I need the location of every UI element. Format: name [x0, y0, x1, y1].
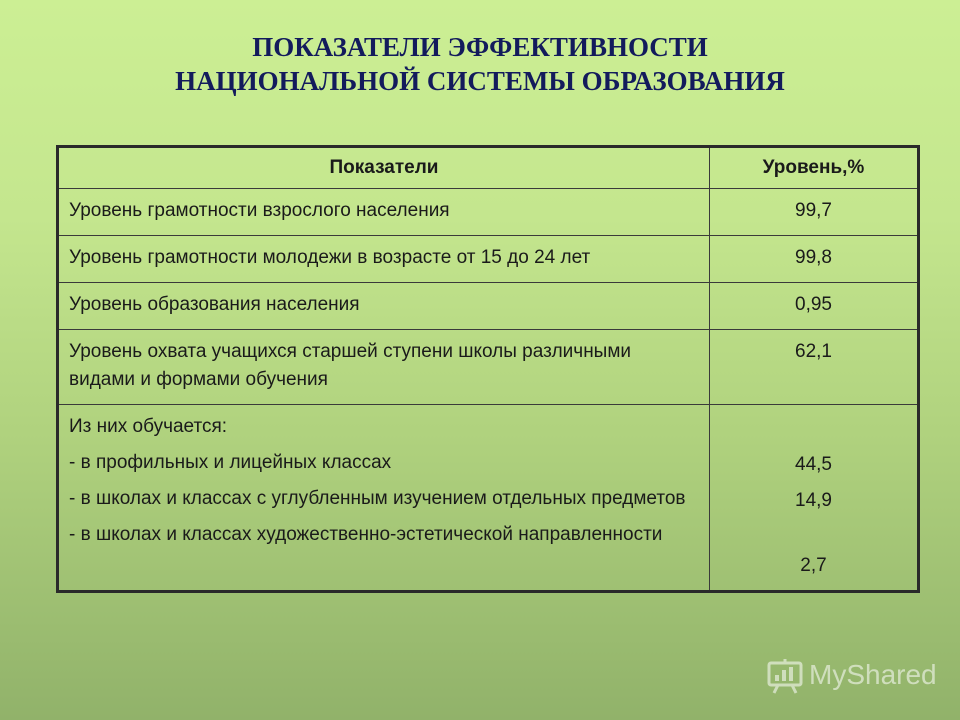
breakdown-value: 44,5	[795, 454, 832, 475]
breakdown-value-cell	[710, 405, 919, 592]
table-row	[58, 283, 919, 330]
indicator-cell: Уровень охвата учащихся старшей ступени школы различными видами и формами обучения	[58, 330, 710, 405]
header-indicators: Показатели	[58, 147, 710, 189]
breakdown-item: - в профильных и лицейных классах	[69, 452, 392, 473]
breakdown-item: - в школах и классах художественно-эстетической направленности	[69, 524, 663, 545]
breakdown-value: 14,9	[795, 490, 832, 511]
header-level: Уровень,%	[710, 147, 919, 189]
presentation-board-icon	[766, 658, 804, 694]
breakdown-header: Из них обучается:	[69, 416, 228, 437]
value-cell: 99,7	[710, 189, 919, 236]
breakdown-item: - в школах и классах с углубленным изучением отдельных предметов	[69, 488, 686, 509]
table-row	[58, 330, 919, 405]
value-cell: 62,1	[710, 330, 919, 405]
value-cell: 0,95	[710, 283, 919, 330]
indicator-cell: Уровень грамотности взрослого населения	[58, 189, 710, 236]
watermark	[766, 656, 946, 696]
indicator-cell: Уровень образования населения	[58, 283, 710, 330]
indicator-cell: Уровень грамотности молодежи в возрасте от 15 до 24 лет	[58, 236, 710, 283]
breakdown-value: 2,7	[800, 555, 827, 576]
table-row	[58, 236, 919, 283]
table-header-row	[58, 147, 919, 189]
breakdown-row	[58, 405, 919, 592]
title-line-1: ПОКАЗАТЕЛИ ЭФФЕКТИВНОСТИ	[252, 32, 708, 62]
value-cell: 99,8	[710, 236, 919, 283]
slide-title	[0, 30, 960, 98]
breakdown-indicator-cell	[58, 405, 710, 592]
watermark-text: MyShared	[809, 659, 937, 690]
indicators-table	[56, 145, 920, 593]
table-row	[58, 189, 919, 236]
title-line-2: НАЦИОНАЛЬНОЙ СИСТЕМЫ ОБРАЗОВАНИЯ	[175, 66, 785, 96]
